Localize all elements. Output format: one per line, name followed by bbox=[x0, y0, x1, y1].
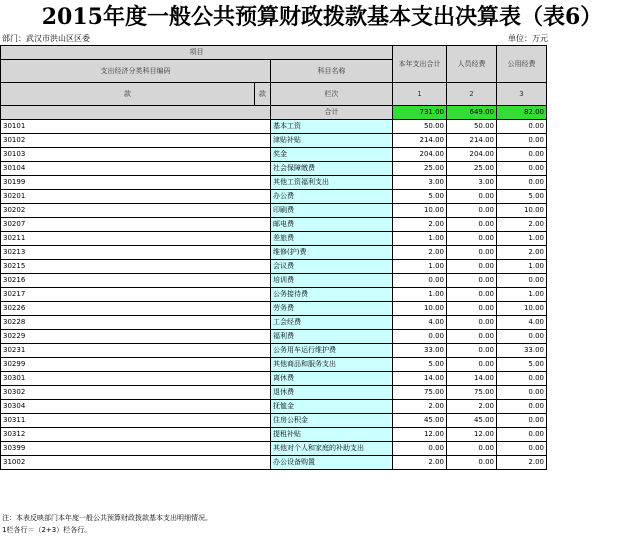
table-row bbox=[1, 414, 547, 428]
row-subject-name: 维修(护)费 bbox=[271, 246, 393, 260]
row-public: 10.00 bbox=[497, 204, 547, 218]
row-code: 30101 bbox=[1, 120, 271, 134]
table-row bbox=[1, 316, 547, 330]
header-project: 项目 bbox=[1, 46, 393, 60]
table-row bbox=[1, 442, 547, 456]
row-subject-name: 基本工资 bbox=[271, 120, 393, 134]
table-row bbox=[1, 288, 547, 302]
header-row-project bbox=[1, 46, 547, 60]
row-total: 0.00 bbox=[393, 442, 447, 456]
row-personnel: 0.00 bbox=[447, 302, 497, 316]
row-code: 30226 bbox=[1, 302, 271, 316]
row-subject-name: 公务接待费 bbox=[271, 288, 393, 302]
row-subject-name: 会议费 bbox=[271, 260, 393, 274]
row-public: 0.00 bbox=[497, 274, 547, 288]
row-total: 2.00 bbox=[393, 456, 447, 470]
row-total: 204.00 bbox=[393, 148, 447, 162]
row-personnel: 14.00 bbox=[447, 372, 497, 386]
row-total: 75.00 bbox=[393, 386, 447, 400]
header-classification: 支出经济分类科目编码 bbox=[1, 60, 271, 83]
row-personnel: 214.00 bbox=[447, 134, 497, 148]
sum-public: 82.00 bbox=[497, 106, 547, 120]
row-subject-name: 其他对个人和家庭的补助支出 bbox=[271, 442, 393, 456]
table-row bbox=[1, 204, 547, 218]
row-code: 30103 bbox=[1, 148, 271, 162]
row-subject-name: 其他商品和服务支出 bbox=[271, 358, 393, 372]
row-public: 0.00 bbox=[497, 428, 547, 442]
row-subject-name: 办公费 bbox=[271, 190, 393, 204]
sum-row bbox=[1, 106, 547, 120]
row-code: 30199 bbox=[1, 176, 271, 190]
sum-personnel: 649.00 bbox=[447, 106, 497, 120]
unit-label: 单位：万元 bbox=[508, 34, 548, 43]
header-col2: 2 bbox=[447, 83, 497, 106]
row-total: 2.00 bbox=[393, 400, 447, 414]
header-xiang: 款 bbox=[255, 83, 271, 106]
row-subject-name: 印刷费 bbox=[271, 204, 393, 218]
table-row bbox=[1, 274, 547, 288]
row-subject-name: 住房公积金 bbox=[271, 414, 393, 428]
row-code: 30228 bbox=[1, 316, 271, 330]
row-code: 30211 bbox=[1, 232, 271, 246]
table-row bbox=[1, 358, 547, 372]
row-personnel: 0.00 bbox=[447, 232, 497, 246]
row-code: 30213 bbox=[1, 246, 271, 260]
note-line-1: 注：本表反映部门本年度一般公共预算财政拨款基本支出明细情况。 bbox=[2, 514, 212, 522]
note-line-2: 1栏各行＝（2+3）栏各行。 bbox=[2, 526, 92, 534]
header-row-index-label: 栏次 bbox=[271, 83, 393, 106]
row-subject-name: 办公设备购置 bbox=[271, 456, 393, 470]
row-total: 10.00 bbox=[393, 204, 447, 218]
row-total: 1.00 bbox=[393, 232, 447, 246]
row-public: 0.00 bbox=[497, 148, 547, 162]
row-total: 2.00 bbox=[393, 246, 447, 260]
row-public: 1.00 bbox=[497, 232, 547, 246]
row-total: 3.00 bbox=[393, 176, 447, 190]
row-personnel: 0.00 bbox=[447, 442, 497, 456]
report-meta bbox=[2, 33, 548, 45]
row-public: 5.00 bbox=[497, 190, 547, 204]
row-public: 10.00 bbox=[497, 302, 547, 316]
row-personnel: 0.00 bbox=[447, 260, 497, 274]
table-row bbox=[1, 372, 547, 386]
row-code: 31002 bbox=[1, 456, 271, 470]
row-public: 2.00 bbox=[497, 218, 547, 232]
row-code: 30207 bbox=[1, 218, 271, 232]
row-personnel: 0.00 bbox=[447, 288, 497, 302]
page-title: 2015年度一般公共预算财政拨款基本支出决算表（表6） bbox=[41, 4, 603, 30]
sum-blank bbox=[1, 106, 271, 120]
row-code: 30301 bbox=[1, 372, 271, 386]
table-row bbox=[1, 400, 547, 414]
row-public: 2.00 bbox=[497, 456, 547, 470]
row-total: 1.00 bbox=[393, 288, 447, 302]
row-code: 30312 bbox=[1, 428, 271, 442]
row-public: 1.00 bbox=[497, 288, 547, 302]
row-subject-name: 劳务费 bbox=[271, 302, 393, 316]
row-total: 1.00 bbox=[393, 260, 447, 274]
row-personnel: 3.00 bbox=[447, 176, 497, 190]
row-code: 30229 bbox=[1, 330, 271, 344]
row-personnel: 0.00 bbox=[447, 316, 497, 330]
table-row bbox=[1, 120, 547, 134]
row-code: 30102 bbox=[1, 134, 271, 148]
row-subject-name: 退休费 bbox=[271, 386, 393, 400]
row-total: 12.00 bbox=[393, 428, 447, 442]
row-subject-name: 差旅费 bbox=[271, 232, 393, 246]
row-personnel: 2.00 bbox=[447, 400, 497, 414]
table-row bbox=[1, 386, 547, 400]
row-public: 0.00 bbox=[497, 134, 547, 148]
row-personnel: 0.00 bbox=[447, 218, 497, 232]
row-public: 5.00 bbox=[497, 358, 547, 372]
department-label: 部门：武汉市洪山区区委 bbox=[2, 34, 90, 43]
row-code: 30202 bbox=[1, 204, 271, 218]
row-total: 2.00 bbox=[393, 218, 447, 232]
row-subject-name: 福利费 bbox=[271, 330, 393, 344]
row-public: 0.00 bbox=[497, 176, 547, 190]
sum-total: 731.00 bbox=[393, 106, 447, 120]
notes bbox=[2, 512, 212, 536]
row-personnel: 0.00 bbox=[447, 344, 497, 358]
header-col1: 1 bbox=[393, 83, 447, 106]
row-total: 25.00 bbox=[393, 162, 447, 176]
row-personnel: 75.00 bbox=[447, 386, 497, 400]
row-personnel: 0.00 bbox=[447, 274, 497, 288]
table-row bbox=[1, 330, 547, 344]
table-row bbox=[1, 344, 547, 358]
row-subject-name: 邮电费 bbox=[271, 218, 393, 232]
row-code: 30215 bbox=[1, 260, 271, 274]
row-total: 5.00 bbox=[393, 358, 447, 372]
row-total: 4.00 bbox=[393, 316, 447, 330]
table-row bbox=[1, 218, 547, 232]
header-personnel: 人员经费 bbox=[447, 46, 497, 83]
table-row bbox=[1, 176, 547, 190]
row-subject-name: 提租补贴 bbox=[271, 428, 393, 442]
row-total: 0.00 bbox=[393, 274, 447, 288]
row-subject-name: 奖金 bbox=[271, 148, 393, 162]
row-code: 30311 bbox=[1, 414, 271, 428]
row-personnel: 0.00 bbox=[447, 246, 497, 260]
row-personnel: 12.00 bbox=[447, 428, 497, 442]
row-subject-name: 公务用车运行维护费 bbox=[271, 344, 393, 358]
expenditure-table bbox=[0, 45, 547, 470]
table-row bbox=[1, 260, 547, 274]
row-code: 30302 bbox=[1, 386, 271, 400]
row-public: 2.00 bbox=[497, 246, 547, 260]
table-row bbox=[1, 134, 547, 148]
row-code: 30201 bbox=[1, 190, 271, 204]
row-public: 0.00 bbox=[497, 120, 547, 134]
row-code: 30217 bbox=[1, 288, 271, 302]
table-row bbox=[1, 302, 547, 316]
header-total: 本年支出合计 bbox=[393, 46, 447, 83]
row-subject-name: 抚恤金 bbox=[271, 400, 393, 414]
row-personnel: 45.00 bbox=[447, 414, 497, 428]
row-total: 50.00 bbox=[393, 120, 447, 134]
row-total: 10.00 bbox=[393, 302, 447, 316]
row-total: 5.00 bbox=[393, 190, 447, 204]
row-subject-name: 社会保障缴费 bbox=[271, 162, 393, 176]
row-public: 0.00 bbox=[497, 330, 547, 344]
row-personnel: 0.00 bbox=[447, 204, 497, 218]
header-col3: 3 bbox=[497, 83, 547, 106]
header-kuan: 款 bbox=[1, 83, 255, 106]
table-row bbox=[1, 456, 547, 470]
table-row bbox=[1, 428, 547, 442]
row-code: 30304 bbox=[1, 400, 271, 414]
row-personnel: 0.00 bbox=[447, 456, 497, 470]
row-subject-name: 津贴补贴 bbox=[271, 134, 393, 148]
row-public: 33.00 bbox=[497, 344, 547, 358]
row-total: 33.00 bbox=[393, 344, 447, 358]
row-personnel: 204.00 bbox=[447, 148, 497, 162]
row-total: 0.00 bbox=[393, 330, 447, 344]
row-total: 214.00 bbox=[393, 134, 447, 148]
row-code: 30216 bbox=[1, 274, 271, 288]
row-personnel: 50.00 bbox=[447, 120, 497, 134]
row-personnel: 25.00 bbox=[447, 162, 497, 176]
table-row bbox=[1, 246, 547, 260]
header-subject-name: 科目名称 bbox=[271, 60, 393, 83]
row-code: 30231 bbox=[1, 344, 271, 358]
row-code: 30299 bbox=[1, 358, 271, 372]
table-row bbox=[1, 232, 547, 246]
row-subject-name: 离休费 bbox=[271, 372, 393, 386]
row-public: 0.00 bbox=[497, 372, 547, 386]
row-personnel: 0.00 bbox=[447, 330, 497, 344]
row-code: 30399 bbox=[1, 442, 271, 456]
row-subject-name: 其他工资福利支出 bbox=[271, 176, 393, 190]
table-row bbox=[1, 162, 547, 176]
row-subject-name: 工会经费 bbox=[271, 316, 393, 330]
row-code: 30104 bbox=[1, 162, 271, 176]
row-public: 0.00 bbox=[497, 386, 547, 400]
row-personnel: 0.00 bbox=[447, 358, 497, 372]
row-personnel: 0.00 bbox=[447, 190, 497, 204]
row-public: 0.00 bbox=[497, 400, 547, 414]
row-public: 0.00 bbox=[497, 442, 547, 456]
row-public: 0.00 bbox=[497, 414, 547, 428]
header-public: 公用经费 bbox=[497, 46, 547, 83]
row-public: 1.00 bbox=[497, 260, 547, 274]
row-total: 14.00 bbox=[393, 372, 447, 386]
row-total: 45.00 bbox=[393, 414, 447, 428]
table-row bbox=[1, 190, 547, 204]
row-public: 0.00 bbox=[497, 162, 547, 176]
sum-label: 合计 bbox=[271, 106, 393, 120]
row-subject-name: 培训费 bbox=[271, 274, 393, 288]
table-row bbox=[1, 148, 547, 162]
row-public: 4.00 bbox=[497, 316, 547, 330]
